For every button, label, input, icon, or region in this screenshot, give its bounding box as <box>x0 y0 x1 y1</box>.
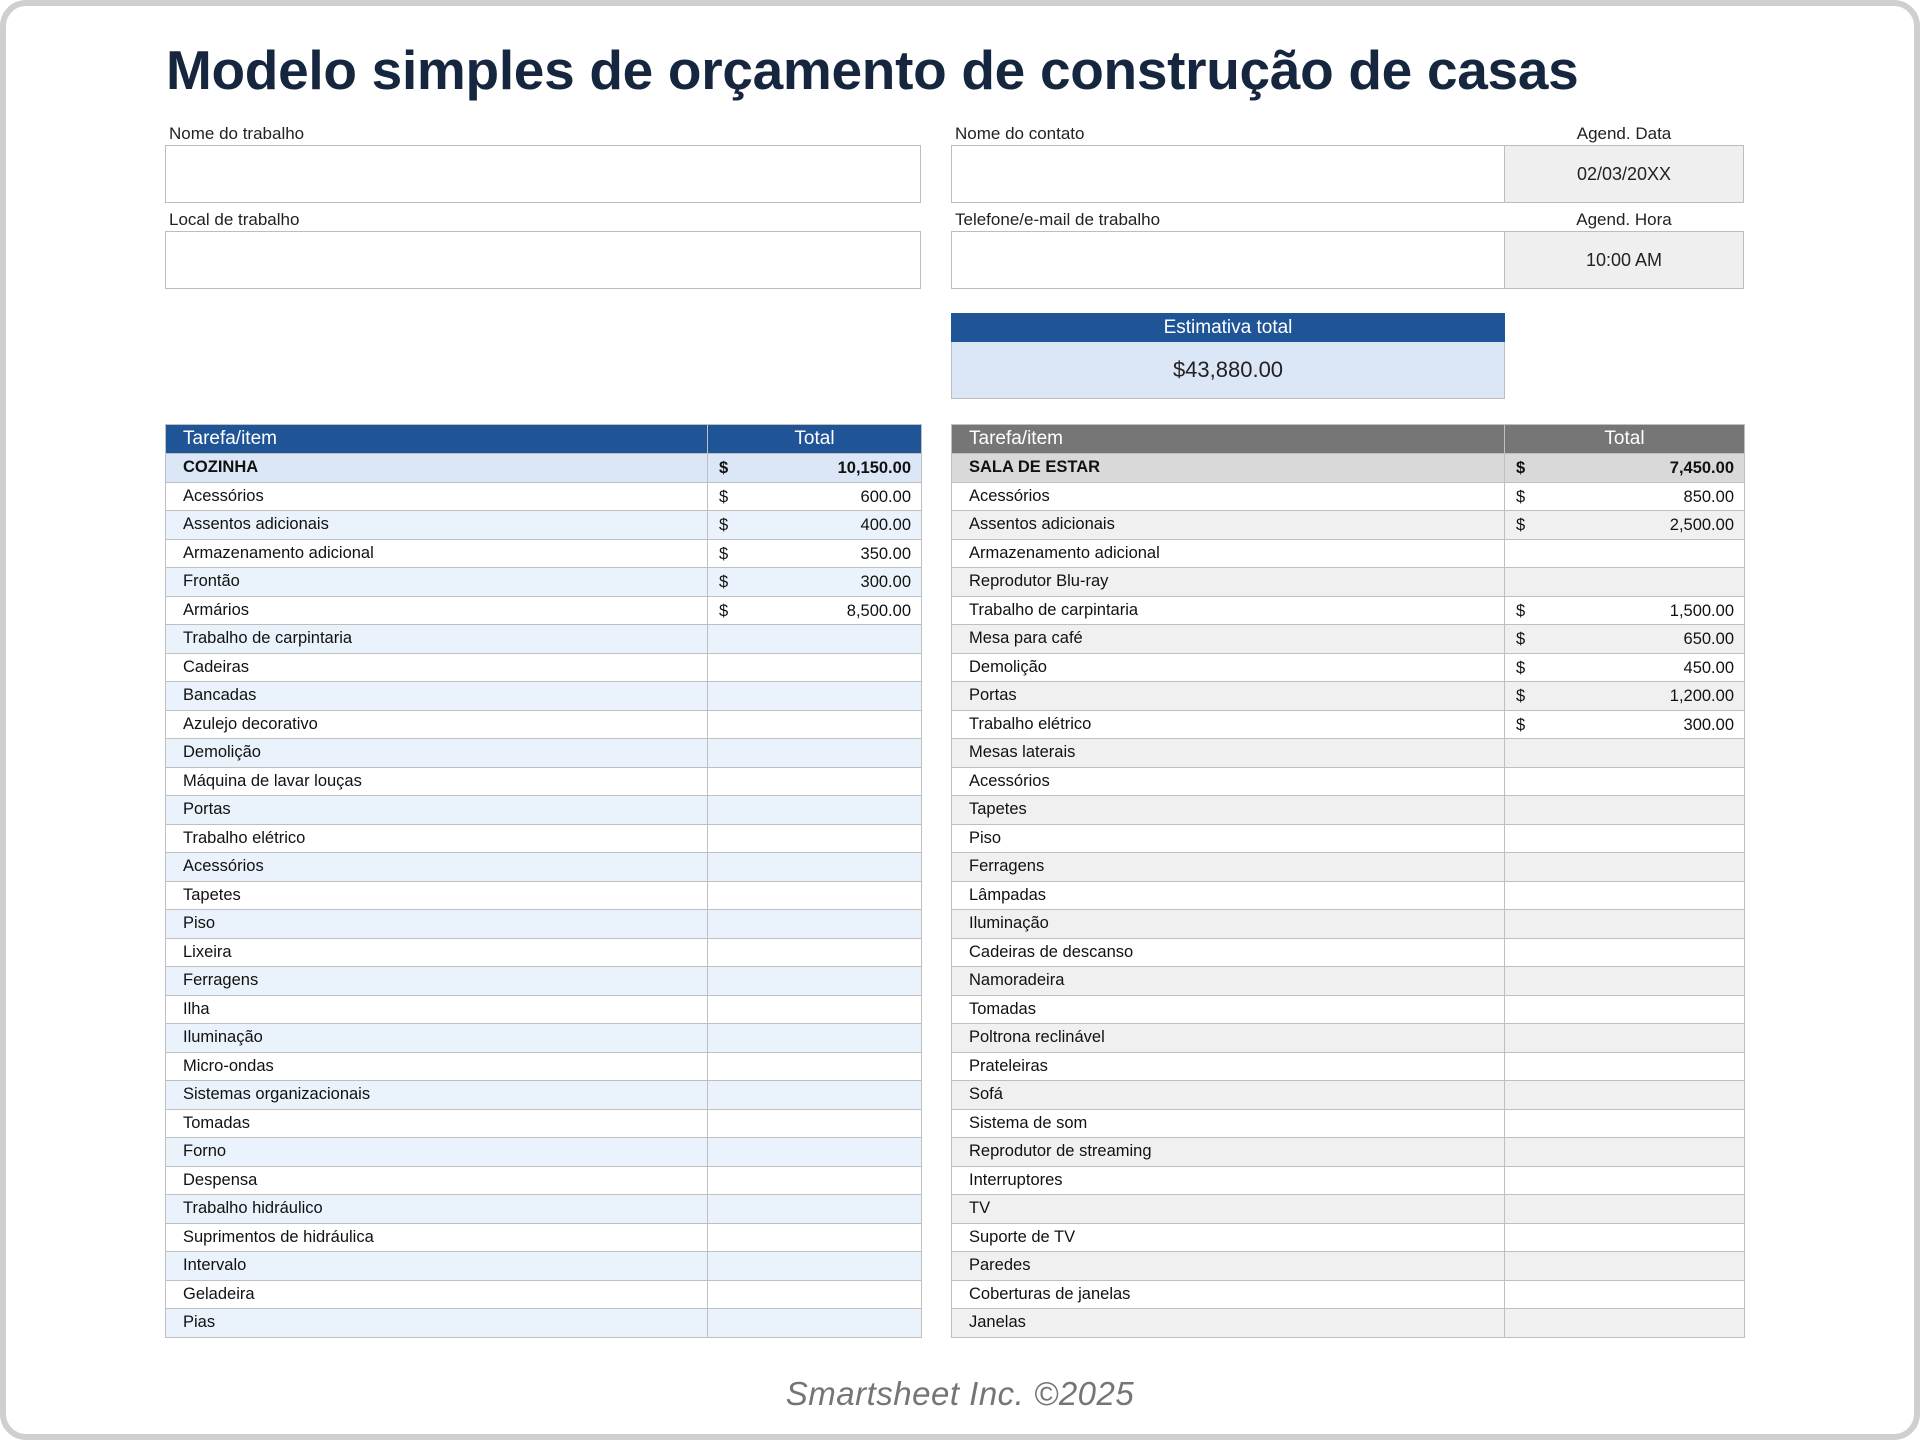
table-row <box>166 910 922 939</box>
total-cell[interactable] <box>708 1252 922 1281</box>
item-cell[interactable]: Namoradeira <box>952 967 1505 996</box>
item-cell[interactable]: Prateleiras <box>952 1052 1505 1081</box>
table-row <box>952 1309 1745 1338</box>
table-row <box>952 967 1745 996</box>
table-row <box>952 1138 1745 1167</box>
item-cell[interactable]: Armazenamento adicional <box>166 539 708 568</box>
item-cell[interactable]: Tapetes <box>952 796 1505 825</box>
item-cell[interactable]: Mesas laterais <box>952 739 1505 768</box>
currency-symbol: $ <box>719 544 729 563</box>
item-cell[interactable]: Acessórios <box>166 482 708 511</box>
total-cell[interactable] <box>708 853 922 882</box>
total-cell[interactable] <box>708 910 922 939</box>
item-cell[interactable]: Ferragens <box>166 967 708 996</box>
table-row <box>166 682 922 711</box>
table-row <box>166 568 922 597</box>
total-cell[interactable] <box>708 1138 922 1167</box>
table-row <box>166 1309 922 1338</box>
category-amount: 7,450.00 <box>1669 459 1734 477</box>
contact-name-label: Nome do contato <box>955 124 1085 143</box>
item-cell[interactable]: Intervalo <box>166 1252 708 1281</box>
phone-email-label: Telefone/e-mail de trabalho <box>955 210 1161 229</box>
page-title: Modelo simples de orçamento de construção de casas <box>166 39 1579 101</box>
sched-time-label: Agend. Hora <box>1576 210 1672 229</box>
table-row <box>952 1109 1745 1138</box>
total-cell[interactable] <box>708 1309 922 1338</box>
item-cell[interactable]: Geladeira <box>166 1280 708 1309</box>
total-cell[interactable] <box>708 482 922 511</box>
currency-symbol: $ <box>719 487 729 506</box>
table-row <box>166 967 922 996</box>
total-cell[interactable] <box>1505 596 1745 625</box>
item-cell[interactable]: Bancadas <box>166 682 708 711</box>
total-cell[interactable] <box>1505 910 1745 939</box>
amount-value: 450.00 <box>1683 658 1734 677</box>
total-cell[interactable] <box>708 1052 922 1081</box>
table-row <box>166 539 922 568</box>
category-amount: 10,150.00 <box>837 459 911 477</box>
item-cell[interactable]: Tomadas <box>166 1109 708 1138</box>
total-cell[interactable] <box>1505 482 1745 511</box>
table-row <box>952 881 1745 910</box>
table-row <box>952 767 1745 796</box>
job-location-field[interactable] <box>165 231 921 289</box>
currency-symbol: $ <box>719 459 729 477</box>
table-row <box>166 653 922 682</box>
item-cell[interactable]: Forno <box>166 1138 708 1167</box>
amount-value: 300.00 <box>1683 715 1734 734</box>
table-row <box>166 824 922 853</box>
sched-time-field[interactable]: 10:00 AM <box>1504 231 1744 289</box>
total-cell[interactable] <box>1505 568 1745 597</box>
currency-symbol: $ <box>1516 487 1526 506</box>
table-row <box>166 710 922 739</box>
table-row <box>952 938 1745 967</box>
total-cell[interactable] <box>1505 967 1745 996</box>
table-row <box>166 625 922 654</box>
item-cell[interactable]: Sofá <box>952 1081 1505 1110</box>
item-cell[interactable]: Piso <box>952 824 1505 853</box>
total-cell[interactable] <box>708 824 922 853</box>
table-row <box>952 539 1745 568</box>
table-row <box>952 995 1745 1024</box>
total-cell[interactable] <box>708 1109 922 1138</box>
table-row <box>166 881 922 910</box>
item-cell[interactable]: Assentos adicionais <box>166 511 708 540</box>
table-row <box>952 482 1745 511</box>
table-row <box>952 568 1745 597</box>
item-cell[interactable]: Demolição <box>952 653 1505 682</box>
item-cell[interactable]: Mesa para café <box>952 625 1505 654</box>
total-cell[interactable] <box>1505 853 1745 882</box>
total-cell[interactable] <box>1505 1166 1745 1195</box>
total-cell[interactable] <box>708 539 922 568</box>
item-cell[interactable]: Acessórios <box>166 853 708 882</box>
item-cell[interactable]: Sistemas organizacionais <box>166 1081 708 1110</box>
total-cell[interactable] <box>1505 1081 1745 1110</box>
table-row <box>166 511 922 540</box>
total-cell[interactable] <box>1505 625 1745 654</box>
amount-value: 1,200.00 <box>1669 687 1734 705</box>
table-row <box>166 596 922 625</box>
amount-value: 350.00 <box>860 544 911 563</box>
category-total <box>1505 454 1745 483</box>
amount-value: 1,500.00 <box>1669 601 1734 620</box>
item-cell[interactable]: Lâmpadas <box>952 881 1505 910</box>
item-cell[interactable]: Despensa <box>166 1166 708 1195</box>
total-cell[interactable] <box>1505 1195 1745 1224</box>
category-name: SALA DE ESTAR <box>952 454 1505 483</box>
item-cell[interactable]: Demolição <box>166 739 708 768</box>
total-cell[interactable] <box>1505 653 1745 682</box>
table-row <box>166 1052 922 1081</box>
total-cell[interactable] <box>1505 511 1745 540</box>
table-row <box>952 625 1745 654</box>
total-cell[interactable] <box>1505 1252 1745 1281</box>
table-row <box>952 910 1745 939</box>
amount-value: 600.00 <box>860 487 911 506</box>
item-cell[interactable]: Trabalho elétrico <box>952 710 1505 739</box>
table-row <box>166 739 922 768</box>
table-row <box>166 1138 922 1167</box>
total-cell[interactable] <box>708 938 922 967</box>
table-row <box>952 1195 1745 1224</box>
table-row <box>952 1252 1745 1281</box>
phone-email-field[interactable] <box>951 231 1506 289</box>
total-cell[interactable] <box>708 767 922 796</box>
total-cell[interactable] <box>1505 710 1745 739</box>
item-cell[interactable]: Suporte de TV <box>952 1223 1505 1252</box>
total-cell[interactable] <box>708 1195 922 1224</box>
table-row <box>952 710 1745 739</box>
total-cell[interactable] <box>708 682 922 711</box>
total-cell[interactable] <box>1505 682 1745 711</box>
footer-copyright: Smartsheet Inc. ©2025 <box>785 1375 1135 1412</box>
currency-symbol: $ <box>1516 630 1526 648</box>
total-cell[interactable] <box>1505 739 1745 768</box>
total-cell[interactable] <box>1505 1052 1745 1081</box>
item-cell[interactable]: Cadeiras de descanso <box>952 938 1505 967</box>
column-header-item: Tarefa/item <box>952 425 1505 454</box>
table-row <box>166 767 922 796</box>
total-cell[interactable] <box>708 881 922 910</box>
currency-symbol: $ <box>1516 516 1526 534</box>
table-row <box>952 824 1745 853</box>
item-cell[interactable]: Pias <box>166 1309 708 1338</box>
table-row <box>952 739 1745 768</box>
item-cell[interactable]: Reprodutor de streaming <box>952 1138 1505 1167</box>
item-cell[interactable]: Ferragens <box>952 853 1505 882</box>
total-cell[interactable] <box>708 596 922 625</box>
total-cell[interactable] <box>708 710 922 739</box>
currency-symbol: $ <box>1516 715 1526 734</box>
total-cell[interactable] <box>708 653 922 682</box>
table-row <box>166 1252 922 1281</box>
total-cell[interactable] <box>708 739 922 768</box>
item-cell[interactable]: Acessórios <box>952 482 1505 511</box>
item-cell[interactable]: Piso <box>166 910 708 939</box>
category-name: COZINHA <box>166 454 708 483</box>
item-cell[interactable]: Janelas <box>952 1309 1505 1338</box>
amount-value: 300.00 <box>860 573 911 591</box>
amount-value: 850.00 <box>1683 487 1734 506</box>
currency-symbol: $ <box>1516 687 1526 705</box>
item-cell[interactable]: Iluminação <box>952 910 1505 939</box>
table-row <box>952 511 1745 540</box>
total-cell[interactable] <box>708 796 922 825</box>
amount-value: 400.00 <box>860 516 911 534</box>
table-row <box>166 1081 922 1110</box>
item-cell[interactable]: Trabalho elétrico <box>166 824 708 853</box>
total-cell[interactable] <box>708 1024 922 1053</box>
item-cell[interactable]: Trabalho hidráulico <box>166 1195 708 1224</box>
table-row <box>166 1166 922 1195</box>
total-cell[interactable] <box>708 511 922 540</box>
table-row <box>952 853 1745 882</box>
table-row <box>166 853 922 882</box>
total-cell[interactable] <box>1505 1309 1745 1338</box>
total-cell[interactable] <box>708 1081 922 1110</box>
total-cell[interactable] <box>708 568 922 597</box>
table-row <box>166 1024 922 1053</box>
table-row <box>952 1223 1745 1252</box>
item-cell[interactable]: Azulejo decorativo <box>166 710 708 739</box>
table-row <box>952 1166 1745 1195</box>
item-cell[interactable]: Portas <box>952 682 1505 711</box>
table-row <box>952 682 1745 711</box>
table-row <box>166 1280 922 1309</box>
item-cell[interactable]: TV <box>952 1195 1505 1224</box>
item-cell[interactable]: Cadeiras <box>166 653 708 682</box>
total-cell[interactable] <box>1505 824 1745 853</box>
sched-date-label: Agend. Data <box>1576 124 1672 143</box>
item-cell[interactable]: Tomadas <box>952 995 1505 1024</box>
item-cell[interactable]: Portas <box>166 796 708 825</box>
total-cell[interactable] <box>708 1280 922 1309</box>
column-header-item: Tarefa/item <box>166 425 708 454</box>
amount-value: 650.00 <box>1683 630 1734 648</box>
item-cell[interactable]: Suprimentos de hidráulica <box>166 1223 708 1252</box>
total-cell[interactable] <box>1505 539 1745 568</box>
item-cell[interactable]: Micro-ondas <box>166 1052 708 1081</box>
item-cell[interactable]: Sistema de som <box>952 1109 1505 1138</box>
total-cell[interactable] <box>1505 881 1745 910</box>
amount-value: 2,500.00 <box>1669 516 1734 534</box>
table-row <box>952 1052 1745 1081</box>
currency-symbol: $ <box>1516 658 1526 677</box>
item-cell[interactable]: Reprodutor Blu-ray <box>952 568 1505 597</box>
table-header-row <box>952 425 1745 454</box>
item-cell[interactable]: Poltrona reclinável <box>952 1024 1505 1053</box>
table-row <box>952 596 1745 625</box>
item-cell[interactable]: Acessórios <box>952 767 1505 796</box>
item-cell[interactable]: Interruptores <box>952 1166 1505 1195</box>
item-cell[interactable]: Ilha <box>166 995 708 1024</box>
job-location-label: Local de trabalho <box>169 210 300 229</box>
sched-date-field[interactable]: 02/03/20XX <box>1504 145 1744 203</box>
table-row <box>952 1024 1745 1053</box>
category-total <box>708 454 922 483</box>
table-header-row <box>166 425 922 454</box>
item-cell[interactable]: Frontão <box>166 568 708 597</box>
item-cell[interactable]: Trabalho de carpintaria <box>166 625 708 654</box>
amount-value: 8,500.00 <box>846 601 911 620</box>
total-cell[interactable] <box>1505 1109 1745 1138</box>
item-cell[interactable]: Trabalho de carpintaria <box>952 596 1505 625</box>
total-cell[interactable] <box>1505 1024 1745 1053</box>
item-cell[interactable]: Iluminação <box>166 1024 708 1053</box>
total-cell[interactable] <box>1505 1223 1745 1252</box>
table-row <box>166 938 922 967</box>
item-cell[interactable]: Armazenamento adicional <box>952 539 1505 568</box>
total-cell[interactable] <box>1505 995 1745 1024</box>
total-estimate-header: Estimativa total <box>951 313 1505 342</box>
total-cell[interactable] <box>1505 796 1745 825</box>
column-header-total: Total <box>708 425 922 454</box>
table-row <box>166 1109 922 1138</box>
total-cell[interactable] <box>1505 767 1745 796</box>
job-name-field[interactable] <box>165 145 921 203</box>
currency-symbol: $ <box>1516 459 1526 477</box>
item-cell[interactable]: Armários <box>166 596 708 625</box>
item-cell[interactable]: Coberturas de janelas <box>952 1280 1505 1309</box>
currency-symbol: $ <box>719 601 729 620</box>
total-estimate-value: $43,880.00 <box>951 342 1505 399</box>
currency-symbol: $ <box>719 516 729 534</box>
contact-name-field[interactable] <box>951 145 1506 203</box>
total-cell[interactable] <box>708 967 922 996</box>
table-row <box>952 653 1745 682</box>
table-row <box>952 1280 1745 1309</box>
table-row <box>166 1195 922 1224</box>
item-cell[interactable]: Assentos adicionais <box>952 511 1505 540</box>
job-name-label: Nome do trabalho <box>169 124 305 143</box>
item-cell[interactable]: Tapetes <box>166 881 708 910</box>
total-cell[interactable] <box>708 1223 922 1252</box>
total-cell[interactable] <box>708 995 922 1024</box>
kitchen-table <box>165 424 922 1338</box>
total-cell[interactable] <box>1505 1138 1745 1167</box>
currency-symbol: $ <box>1516 601 1526 620</box>
table-row <box>166 482 922 511</box>
total-cell[interactable] <box>1505 1280 1745 1309</box>
item-cell[interactable]: Máquina de lavar louças <box>166 767 708 796</box>
total-cell[interactable] <box>1505 938 1745 967</box>
item-cell[interactable]: Lixeira <box>166 938 708 967</box>
living-room-table <box>951 424 1745 1338</box>
table-row <box>166 796 922 825</box>
column-header-total: Total <box>1505 425 1745 454</box>
table-row <box>166 995 922 1024</box>
item-cell[interactable]: Paredes <box>952 1252 1505 1281</box>
table-row <box>952 1081 1745 1110</box>
table-row <box>952 796 1745 825</box>
category-row <box>952 454 1745 483</box>
category-row <box>166 454 922 483</box>
total-cell[interactable] <box>708 625 922 654</box>
table-row <box>166 1223 922 1252</box>
total-cell[interactable] <box>708 1166 922 1195</box>
currency-symbol: $ <box>719 573 729 591</box>
